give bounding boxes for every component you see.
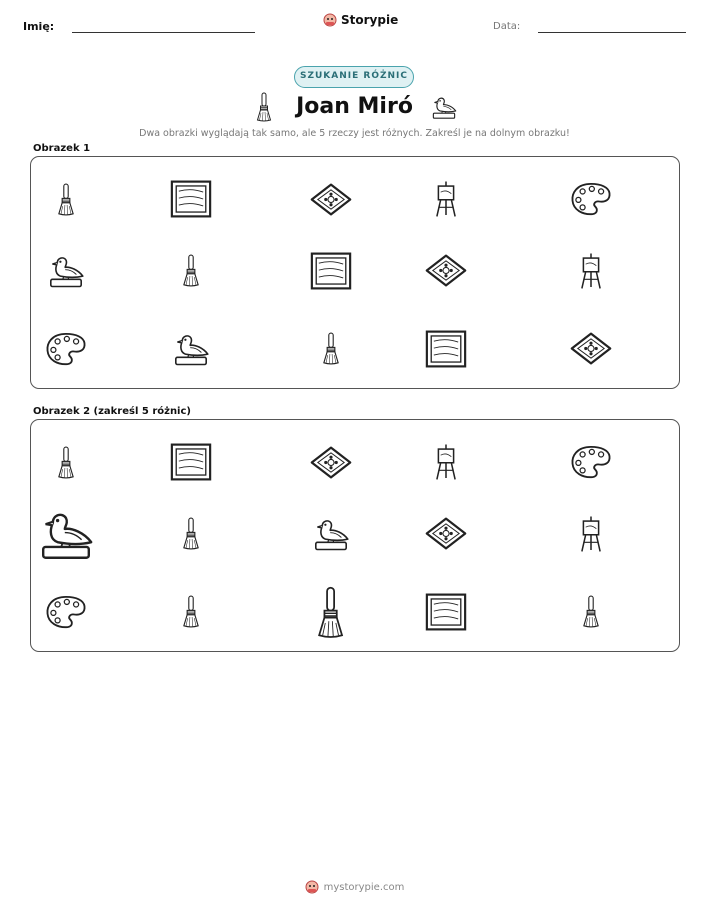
worksheet-type-badge: SZUKANIE RÓŻNIC [294, 66, 414, 88]
footer [0, 880, 709, 894]
panel2-label: Obrazek 2 (zakreśl 5 różnic) [33, 406, 191, 417]
brush-icon[interactable] [142, 567, 240, 657]
storypie-logo-icon [323, 13, 337, 27]
palette-icon [17, 304, 115, 394]
brush-icon[interactable] [282, 567, 380, 657]
brand-name: Storypie [341, 13, 399, 27]
bird-statue-icon [142, 304, 240, 394]
brush-icon [282, 304, 380, 394]
name-field[interactable] [72, 32, 255, 33]
frame-icon [282, 226, 380, 316]
bird-statue-icon[interactable] [282, 489, 380, 579]
palette-icon[interactable] [17, 567, 115, 657]
frame-icon[interactable] [397, 567, 495, 657]
bird-statue-icon [430, 94, 458, 124]
storypie-logo-icon [305, 880, 319, 894]
tile-icon [542, 304, 640, 394]
title-row [0, 92, 709, 124]
page-title: Joan Miró [296, 94, 413, 119]
brush-icon[interactable] [142, 489, 240, 579]
bird-statue-icon [17, 226, 115, 316]
easel-icon[interactable] [542, 489, 640, 579]
brush-icon[interactable] [542, 567, 640, 657]
date-field[interactable] [538, 32, 686, 33]
panel1-label: Obrazek 1 [33, 143, 91, 154]
instructions: Dwa obrazki wyglądają tak samo, ale 5 rzeczy jest różnych. Zakreśl je na dolnym obrazku! [139, 128, 570, 139]
name-label: Imię: [23, 20, 55, 33]
picture-2-panel[interactable] [30, 419, 680, 652]
date-label: Data: [493, 21, 521, 32]
easel-icon [542, 226, 640, 316]
tile-icon [397, 226, 495, 316]
footer-site: mystorypie.com [323, 881, 405, 893]
frame-icon [397, 304, 495, 394]
picture-1-panel [30, 156, 680, 389]
bird-statue-icon[interactable] [17, 489, 115, 579]
brush-icon [142, 226, 240, 316]
tile-icon[interactable] [397, 489, 495, 579]
brand-logo [323, 13, 398, 27]
